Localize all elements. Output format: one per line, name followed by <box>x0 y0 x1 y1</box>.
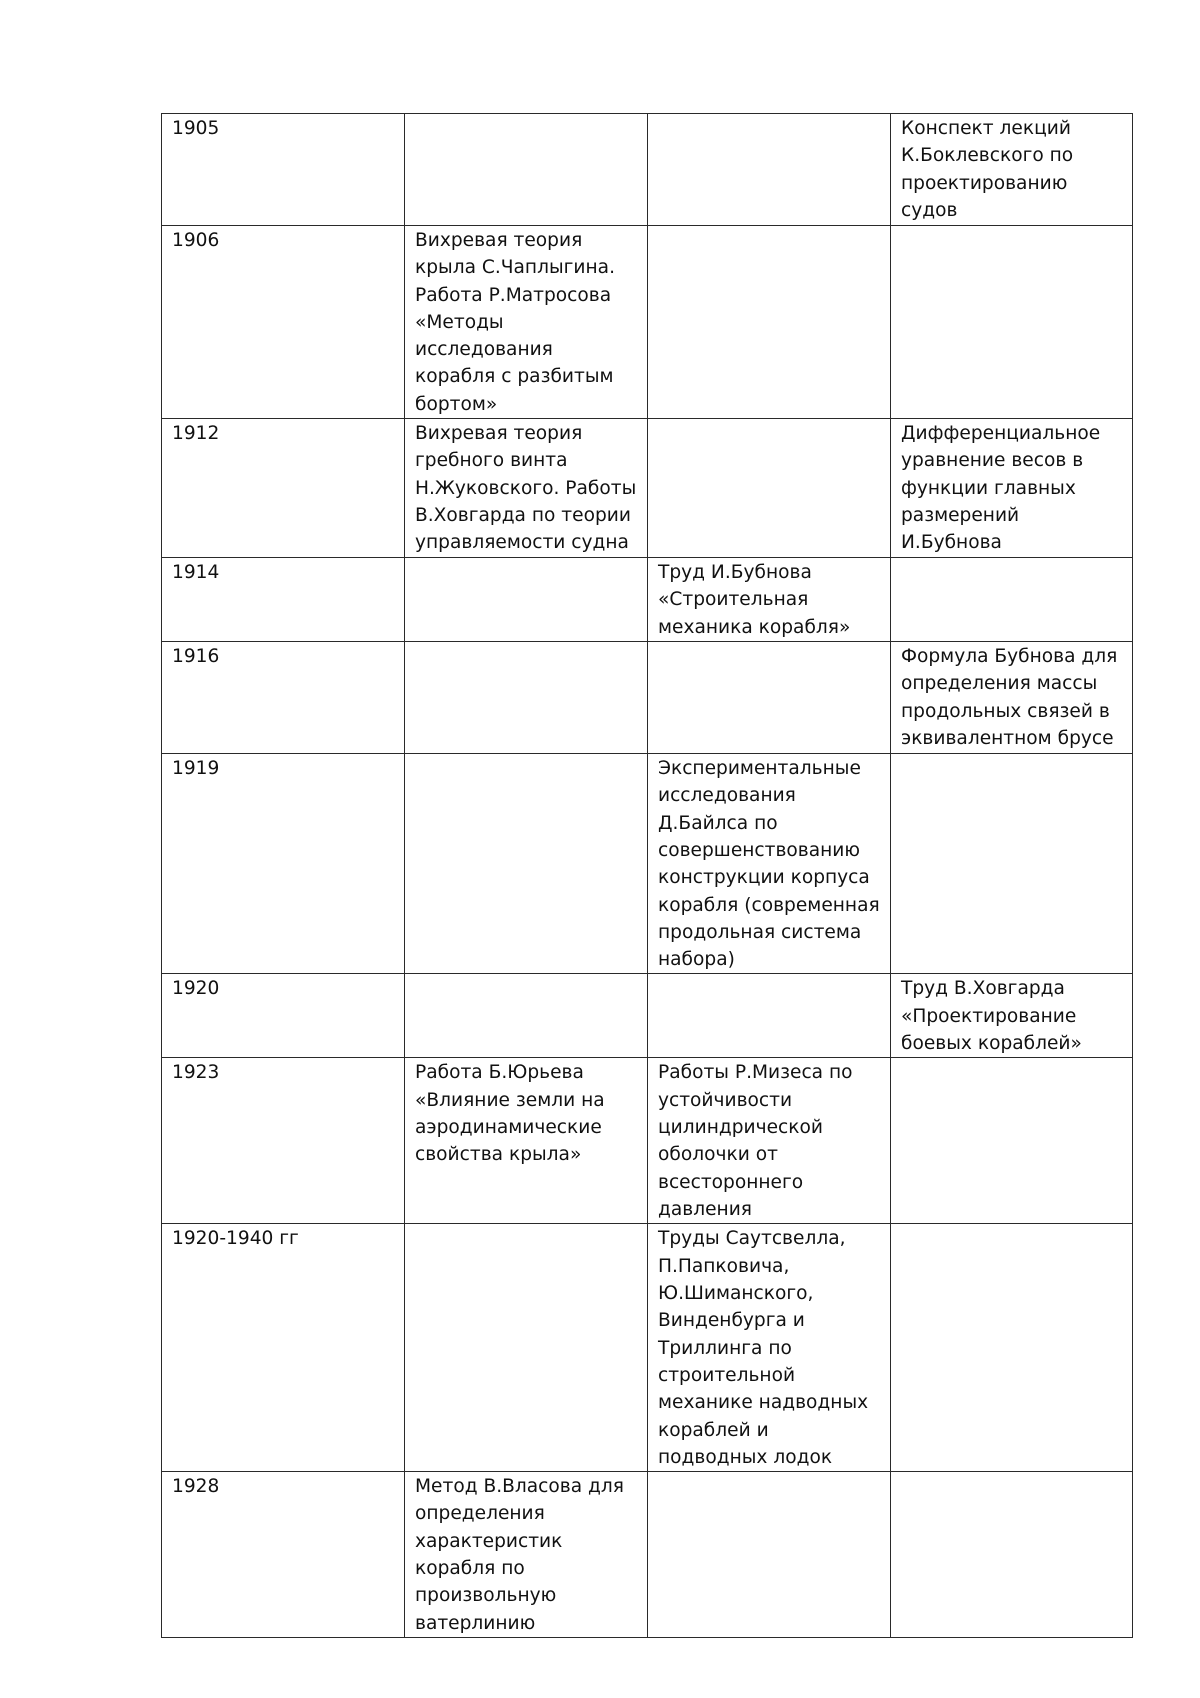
table-cell <box>648 1224 891 1472</box>
table-row <box>162 1472 1133 1638</box>
year-text: 1920-1940 гг <box>172 1225 394 1252</box>
table-cell <box>891 1224 1133 1472</box>
table-cell <box>648 114 891 226</box>
table-cell <box>648 642 891 754</box>
table-cell <box>648 1472 891 1638</box>
table-cell <box>405 1224 648 1472</box>
table-row <box>162 226 1133 419</box>
year-text: 1905 <box>172 115 394 142</box>
cell-text: Работа Б.Юрьева «Влияние земли на аэродинамические свойства крыла» <box>415 1059 637 1168</box>
table-cell <box>405 642 648 754</box>
table-cell <box>891 1058 1133 1224</box>
year-text: 1916 <box>172 643 394 670</box>
table-cell <box>405 1472 648 1638</box>
year-text: 1919 <box>172 755 394 782</box>
cell-text: Метод В.Власова для определения характеристик корабля по произвольную ватерлинию <box>415 1473 637 1637</box>
table-row <box>162 974 1133 1058</box>
year-text: 1920 <box>172 975 394 1002</box>
year-cell <box>162 419 405 558</box>
table-cell <box>891 226 1133 419</box>
year-text: 1906 <box>172 227 394 254</box>
year-cell <box>162 1058 405 1224</box>
table-cell <box>648 558 891 642</box>
table-cell <box>891 419 1133 558</box>
table-cell <box>891 754 1133 974</box>
table-row <box>162 1224 1133 1472</box>
table-cell <box>648 1058 891 1224</box>
year-text: 1928 <box>172 1473 394 1500</box>
year-text: 1912 <box>172 420 394 447</box>
table-cell <box>891 114 1133 226</box>
table-cell <box>405 558 648 642</box>
cell-text: Работы Р.Мизеса по устойчивости цилиндрической оболочки от всестороннего давления <box>658 1059 880 1223</box>
table-cell <box>405 754 648 974</box>
cell-text: Формула Бубнова для определения массы продольных связей в эквивалентном брусе <box>901 643 1122 752</box>
table-cell <box>648 974 891 1058</box>
cell-text: Конспект лекций К.Боклевского по проектированию судов <box>901 115 1122 224</box>
timeline-table <box>161 113 1133 1638</box>
cell-text: Дифференциальное уравнение весов в функции главных размерений И.Бубнова <box>901 420 1122 556</box>
table-row <box>162 114 1133 226</box>
table-cell <box>405 114 648 226</box>
year-cell <box>162 1472 405 1638</box>
table-cell <box>648 754 891 974</box>
table-cell <box>405 974 648 1058</box>
table-cell <box>891 558 1133 642</box>
year-text: 1923 <box>172 1059 394 1086</box>
cell-text: Экспериментальные исследования Д.Байлса по совершенствованию конструкции корпуса корабля (современная продольная система набора) <box>658 755 880 973</box>
year-cell <box>162 558 405 642</box>
year-cell <box>162 642 405 754</box>
table-row <box>162 754 1133 974</box>
table-cell <box>405 226 648 419</box>
cell-text: Вихревая теория гребного винта Н.Жуковского. Работы В.Ховгарда по теории управляемости судна <box>415 420 637 556</box>
year-cell <box>162 226 405 419</box>
table-cell <box>891 974 1133 1058</box>
cell-text: Труд В.Ховгарда «Проектирование боевых кораблей» <box>901 975 1122 1057</box>
table-row <box>162 642 1133 754</box>
table-row <box>162 419 1133 558</box>
table-cell <box>648 226 891 419</box>
year-cell <box>162 114 405 226</box>
year-cell <box>162 1224 405 1472</box>
table-cell <box>891 642 1133 754</box>
year-cell <box>162 754 405 974</box>
table-cell <box>891 1472 1133 1638</box>
cell-text: Вихревая теория крыла С.Чаплыгина. Работа Р.Матросова «Методы исследования корабля с разбитым бортом» <box>415 227 637 418</box>
table-cell <box>648 419 891 558</box>
cell-text: Труды Саутсвелла, П.Папковича, Ю.Шиманского, Винденбурга и Триллинга по строительной механике надводных кораблей и подводных лодок <box>658 1225 880 1471</box>
year-text: 1914 <box>172 559 394 586</box>
year-cell <box>162 974 405 1058</box>
document-page <box>0 0 1200 1698</box>
table-cell <box>405 1058 648 1224</box>
cell-text: Труд И.Бубнова «Строительная механика корабля» <box>658 559 880 641</box>
table-cell <box>405 419 648 558</box>
table-row <box>162 1058 1133 1224</box>
table-row <box>162 558 1133 642</box>
